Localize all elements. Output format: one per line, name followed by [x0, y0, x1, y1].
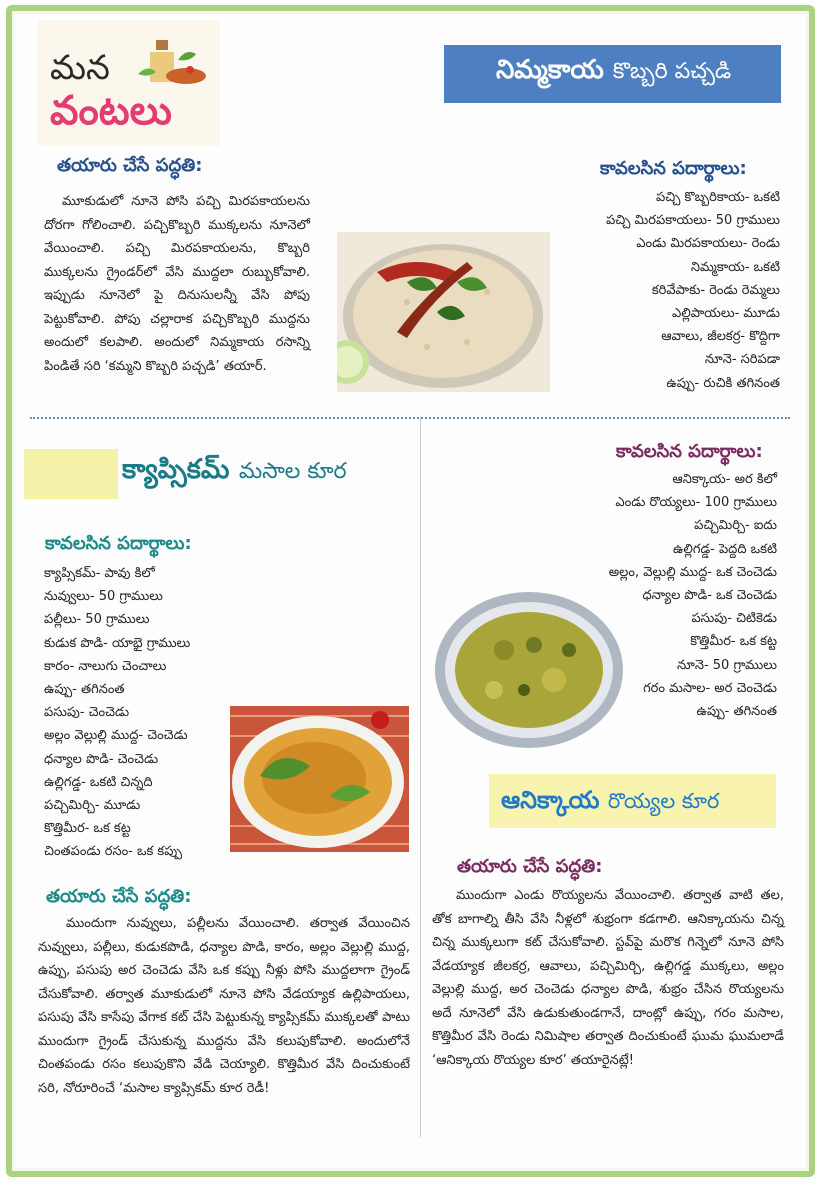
recipe3-title-bold: ఆనిక్కాయ — [501, 786, 600, 814]
ingredient-item: ఎల్లిపాయలు- మూడు — [672, 306, 780, 322]
recipe2-title-rest: మసాల కూర — [238, 459, 347, 484]
recipe3-method-text: ముందుగా ఎండు రొయ్యలను వేయించాలి. తర్వాత వాటి తల, తోక బాగాల్ని తీసి వేసి నీళ్లలో శుభ్రంగా కడగాలి. ఆనిక్కాయను చిన్న చిన్న ముక్కలుగా కట్ చేసుకోవాలి. స్టవ్‌పై మరొక గిన్నెలో నూనె పోసి వేడయ్యాక జీలకర్ర, ఆవాలు, పచ్చిమిర్చి, ఉల్లిగడ్డ ముక్కలు, అల్లం వెల్లుల్లి ముద్ద, అర చెంచెడు ధన్యాల పొడి, శుభ్రం చేసిన రొయ్యలను అదే నూనెలో వేసి ఉడుకుతుండగానే, దాంట్లో ఉప్పు, గరం మసాల, కొత్తిమీర వేసి రెండు నిమిషాల తర్వాత దించుకుంటే ఘుమ ఘుమలాడే ‘ఆనిక్కాయ రొయ్యల కూర’ తయారైనట్లే! — [432, 888, 784, 1068]
recipe2-ingredients-list — [44, 562, 234, 864]
ingredient-item: నువ్వులు- 50 గ్రాములు — [44, 589, 163, 605]
ingredient-item: నిమ్మకాయ- ఒకటి — [690, 259, 780, 275]
ingredient-item: కారం- నాలుగు చెంచాలు — [44, 658, 167, 674]
recipe2-title-bold: క్యాప్సికమ్ — [122, 454, 230, 485]
ingredient-item: ఉల్లిగడ్డ- ఒకటి చిన్నది — [44, 774, 153, 790]
ingredient-item: ఎండు మిరపకాయలు- రెండు — [636, 236, 780, 252]
ingredient-item: నూనె- సరిపడా — [704, 352, 780, 368]
ingredient-item: పచ్చి మిరపకాయలు- 50 గ్రాములు — [606, 213, 780, 229]
ingredient-item: పసుపు- చెంచెడు — [44, 705, 130, 721]
ingredient-item: పచ్చి కొబ్బరికాయ- ఒకటి — [655, 190, 780, 205]
recipe2-title-accent — [24, 449, 118, 499]
recipe1-title-bold: నిమ్మకాయ — [496, 55, 604, 85]
ingredient-item: ధన్యాల పొడి- చెంచెడు — [44, 751, 159, 767]
column-divider — [420, 417, 421, 1137]
ingredient-item: అల్లం, వెల్లుల్లి ముద్ద- ఒక చెంచెడు — [608, 564, 777, 580]
ingredient-item: ఉల్లిగడ్డ- పెద్దది ఒకటి — [673, 541, 777, 557]
ingredient-item: పచ్చిమిర్చి- మూడు — [44, 798, 141, 814]
ingredient-item: చింతపండు రసం- ఒక కప్పు — [44, 844, 183, 860]
recipe3-photo — [434, 590, 624, 750]
ingredient-item: అల్లం వెల్లుల్లి ముద్ద- చెంచెడు — [44, 728, 188, 744]
recipe2-method-text: ముందుగా నువ్వులు, పల్లీలను వేయించాలి. తర్వాత వేయించిన నువ్వులు, పల్లీలు, కుడుకపొడి, ధన్యాల పొడి, కారం, అల్లం వెల్లుల్లి ముద్ద, ఉప్పు, పసుపు అర చెంచెడు వేసి ఒక కప్పు నీళ్లు పోసి ముద్దలాగా గ్రైండ్ చేసుకోవాలి. తర్వాత మూకుడులో నూనె పోసి వేడయ్యాక ఉల్లిపాయలు, పసుపు వేసి కాసేపు వేగాక కట్ చేసి పెట్టుకున్న క్యాప్సికమ్ ముక్కలతో పాటు ముందుగా గ్రైండ్ చేసుకున్న ముద్దను వేసి కలుపుకోవాలి. అందులోనే చింతపండు రసం కలుపుకొని వేడి చెయ్యాలి. కొత్తిమీర వేసి దించుకుంటే సరి, నోరూరించే ‘మసాల క్యాప్సికమ్ కూర రెడీ! — [38, 916, 410, 1096]
ingredient-item: ఆనిక్కాయ- అర కిలో — [672, 472, 777, 487]
recipe1-photo — [337, 232, 550, 392]
recipe2-title — [122, 454, 347, 492]
recipe3-title-rest: రొయ్యల కూర — [607, 789, 720, 813]
ingredient-item: గరం మసాల- అర చెంచెడు — [643, 680, 777, 696]
ingredient-item: ధన్యాల పొడి- ఒక చెంచెడు — [642, 588, 777, 604]
ingredient-item: ఆవాలు, జీలకర్ర- కొద్దిగా — [661, 329, 780, 345]
ingredient-item: పసుపు- చిటికెడు — [691, 611, 777, 627]
ingredient-item: ఎండు రొయ్యలు- 100 గ్రాములు — [615, 495, 777, 511]
ingredient-item: కొత్తిమీర- ఒక కట్ట — [690, 634, 777, 650]
recipe1-method-text: మూకుడులో నూనె పోసి పచ్చి మిరపకాయలను దోరగా గోలించాలి. పచ్చికొబ్బరి ముక్కలను నూనెలో వేయించాలి. పచ్చి మిరపకాయలను, కొబ్బరి ముక్కలను గ్రైండర్‌లో వేసి ముద్దలా రుబ్బుకోవాలి. ఇప్పుడు నూనెలో పై దినుసులన్నీ వేసి పోపు పెట్టుకోవాలి. పోపు చల్లారాక పచ్చికొబ్బరి ముద్దను అందులో కలపాలి. అందులో నిమ్మకాయ రసాన్ని పిండితే సరి ‘కమ్మని కొబ్బరి పచ్చడి’ తయార్. — [44, 194, 310, 374]
recipe3-ingredients-heading: కావలసిన పదార్థాలు: — [616, 441, 763, 462]
recipe1-ingredients-heading: కావలసిన పదార్థాలు: — [600, 158, 747, 179]
ingredient-item: క్యాప్సికమ్- పావు కిలో — [44, 566, 155, 581]
ingredient-item: ఉప్పు- తగినంత — [44, 682, 125, 698]
recipe1-ingredients-list — [560, 186, 780, 395]
ingredient-item: కొత్తిమీర- ఒక కట్ట — [44, 821, 131, 837]
recipe1-title-rest: కొబ్బరి పచ్చడి — [612, 59, 732, 84]
recipe3-title — [489, 774, 776, 828]
ingredient-item: ఉప్పు- రుచికి తగినంత — [666, 375, 780, 391]
mana-vantalu-logo — [38, 20, 220, 146]
oil-bottle-icon — [128, 30, 212, 90]
ingredient-item: నూనె- 50 గ్రాములు — [677, 657, 777, 673]
recipe3-method-heading: తయారు చేసే పద్ధతి: — [457, 856, 603, 877]
ingredient-item: పచ్చిమిర్చి- ఐదు — [694, 518, 777, 534]
ingredient-item: ఉప్పు- తగినంత — [696, 704, 777, 720]
logo-line1: మన — [50, 48, 110, 88]
ingredient-item: కరివేపాకు- రెండు రెమ్మలు — [651, 282, 780, 298]
recipe1-title — [444, 45, 781, 103]
recipe2-photo — [230, 706, 409, 852]
recipe1-method-heading: తయారు చేసే పద్ధతి: — [57, 155, 203, 176]
ingredient-item: కుడుక పొడి- యాభై గ్రాములు — [44, 635, 191, 651]
recipe2-ingredients-heading: కావలసిన పదార్థాలు: — [45, 533, 192, 554]
section-divider — [30, 417, 790, 419]
logo-line2: వంటలు — [50, 88, 172, 134]
ingredient-item: పల్లీలు- 50 గ్రాములు — [44, 612, 150, 628]
recipe2-method-heading: తయారు చేసే పద్ధతి: — [46, 886, 192, 907]
